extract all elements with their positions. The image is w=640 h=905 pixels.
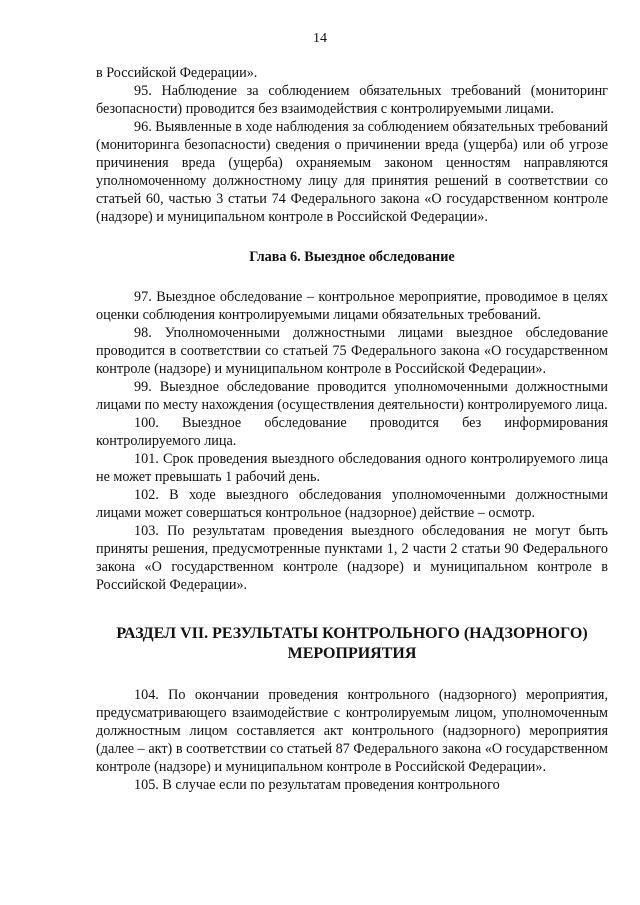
spacer <box>96 226 608 248</box>
paragraph-101: 101. Срок проведения выездного обследования одного контролируемого лица не может превышать 1 рабочий день. <box>96 451 608 485</box>
page-number: 14 <box>313 31 327 46</box>
section-title-line-2: МЕРОПРИЯТИЯ <box>287 645 417 662</box>
paragraph-105: 105. В случае если по результатам проведения контрольного <box>134 777 500 793</box>
spacer <box>96 664 608 686</box>
document-body <box>96 64 608 794</box>
paragraph-continuation: в Российской Федерации». <box>96 65 258 81</box>
paragraph-102: 102. В ходе выездного обследования уполномоченными должностными лицами может совершаться контрольное (надзорное) действие – осмотр. <box>96 487 608 521</box>
section-title-line-1: РАЗДЕЛ VII. РЕЗУЛЬТАТЫ КОНТРОЛЬНОГО (НАДЗОРНОГО) <box>116 625 588 642</box>
paragraph-96: 96. Выявленные в ходе наблюдения за соблюдением обязательных требований (мониторинга безопасности) сведения о причинении вреда (ущерба) или об угрозе причинения вреда (ущерба) охраняемым законом ценностям направляются уполномоченному должностному лицу для принятия решений в соответствии со статьей 60, частью 3 статьи 74 Федерального закона «О государственном контроле (надзоре) и муниципальном контроле в Российской Федерации». <box>96 119 608 225</box>
chapter-title: Глава 6. Выездное обследование <box>249 249 455 265</box>
spacer <box>96 594 608 624</box>
paragraph-95: 95. Наблюдение за соблюдением обязательных требований (мониторинг безопасности) проводится без взаимодействия с контролируемыми лицами. <box>96 83 608 117</box>
paragraph-99: 99. Выездное обследование проводится уполномоченными должностными лицами по месту нахождения (осуществления деятельности) контролируемого лица. <box>96 379 608 413</box>
spacer <box>96 266 608 288</box>
paragraph-97: 97. Выездное обследование – контрольное мероприятие, проводимое в целях оценки соблюдения контролируемыми лицами обязательных требований. <box>96 289 608 323</box>
paragraph-98: 98. Уполномоченными должностными лицами выездное обследование проводится в соответствии со статьей 75 Федерального закона «О государственном контроле (надзоре) и муниципальном контроле в Российской Федерации». <box>96 325 608 377</box>
paragraph-100: 100. Выездное обследование проводится без информирования контролируемого лица. <box>96 415 608 449</box>
paragraph-104: 104. По окончании проведения контрольного (надзорного) мероприятия, предусматривающего взаимодействие с контролируемым лицом, уполномоченным должностным лицом составляется акт контрольного (надзорного) мероприятия (далее – акт) в соответствии со статьей 87 Федерального закона «О государственном контроле (надзоре) и муниципальном контроле в Российской Федерации». <box>96 687 608 775</box>
paragraph-103: 103. По результатам проведения выездного обследования не могут быть приняты решения, предусмотренные пунктами 1, 2 части 2 статьи 90 Федерального закона «О государственном контроле (надзоре) и муниципальном контроле в Российской Федерации». <box>96 523 608 593</box>
section-title <box>96 624 608 664</box>
